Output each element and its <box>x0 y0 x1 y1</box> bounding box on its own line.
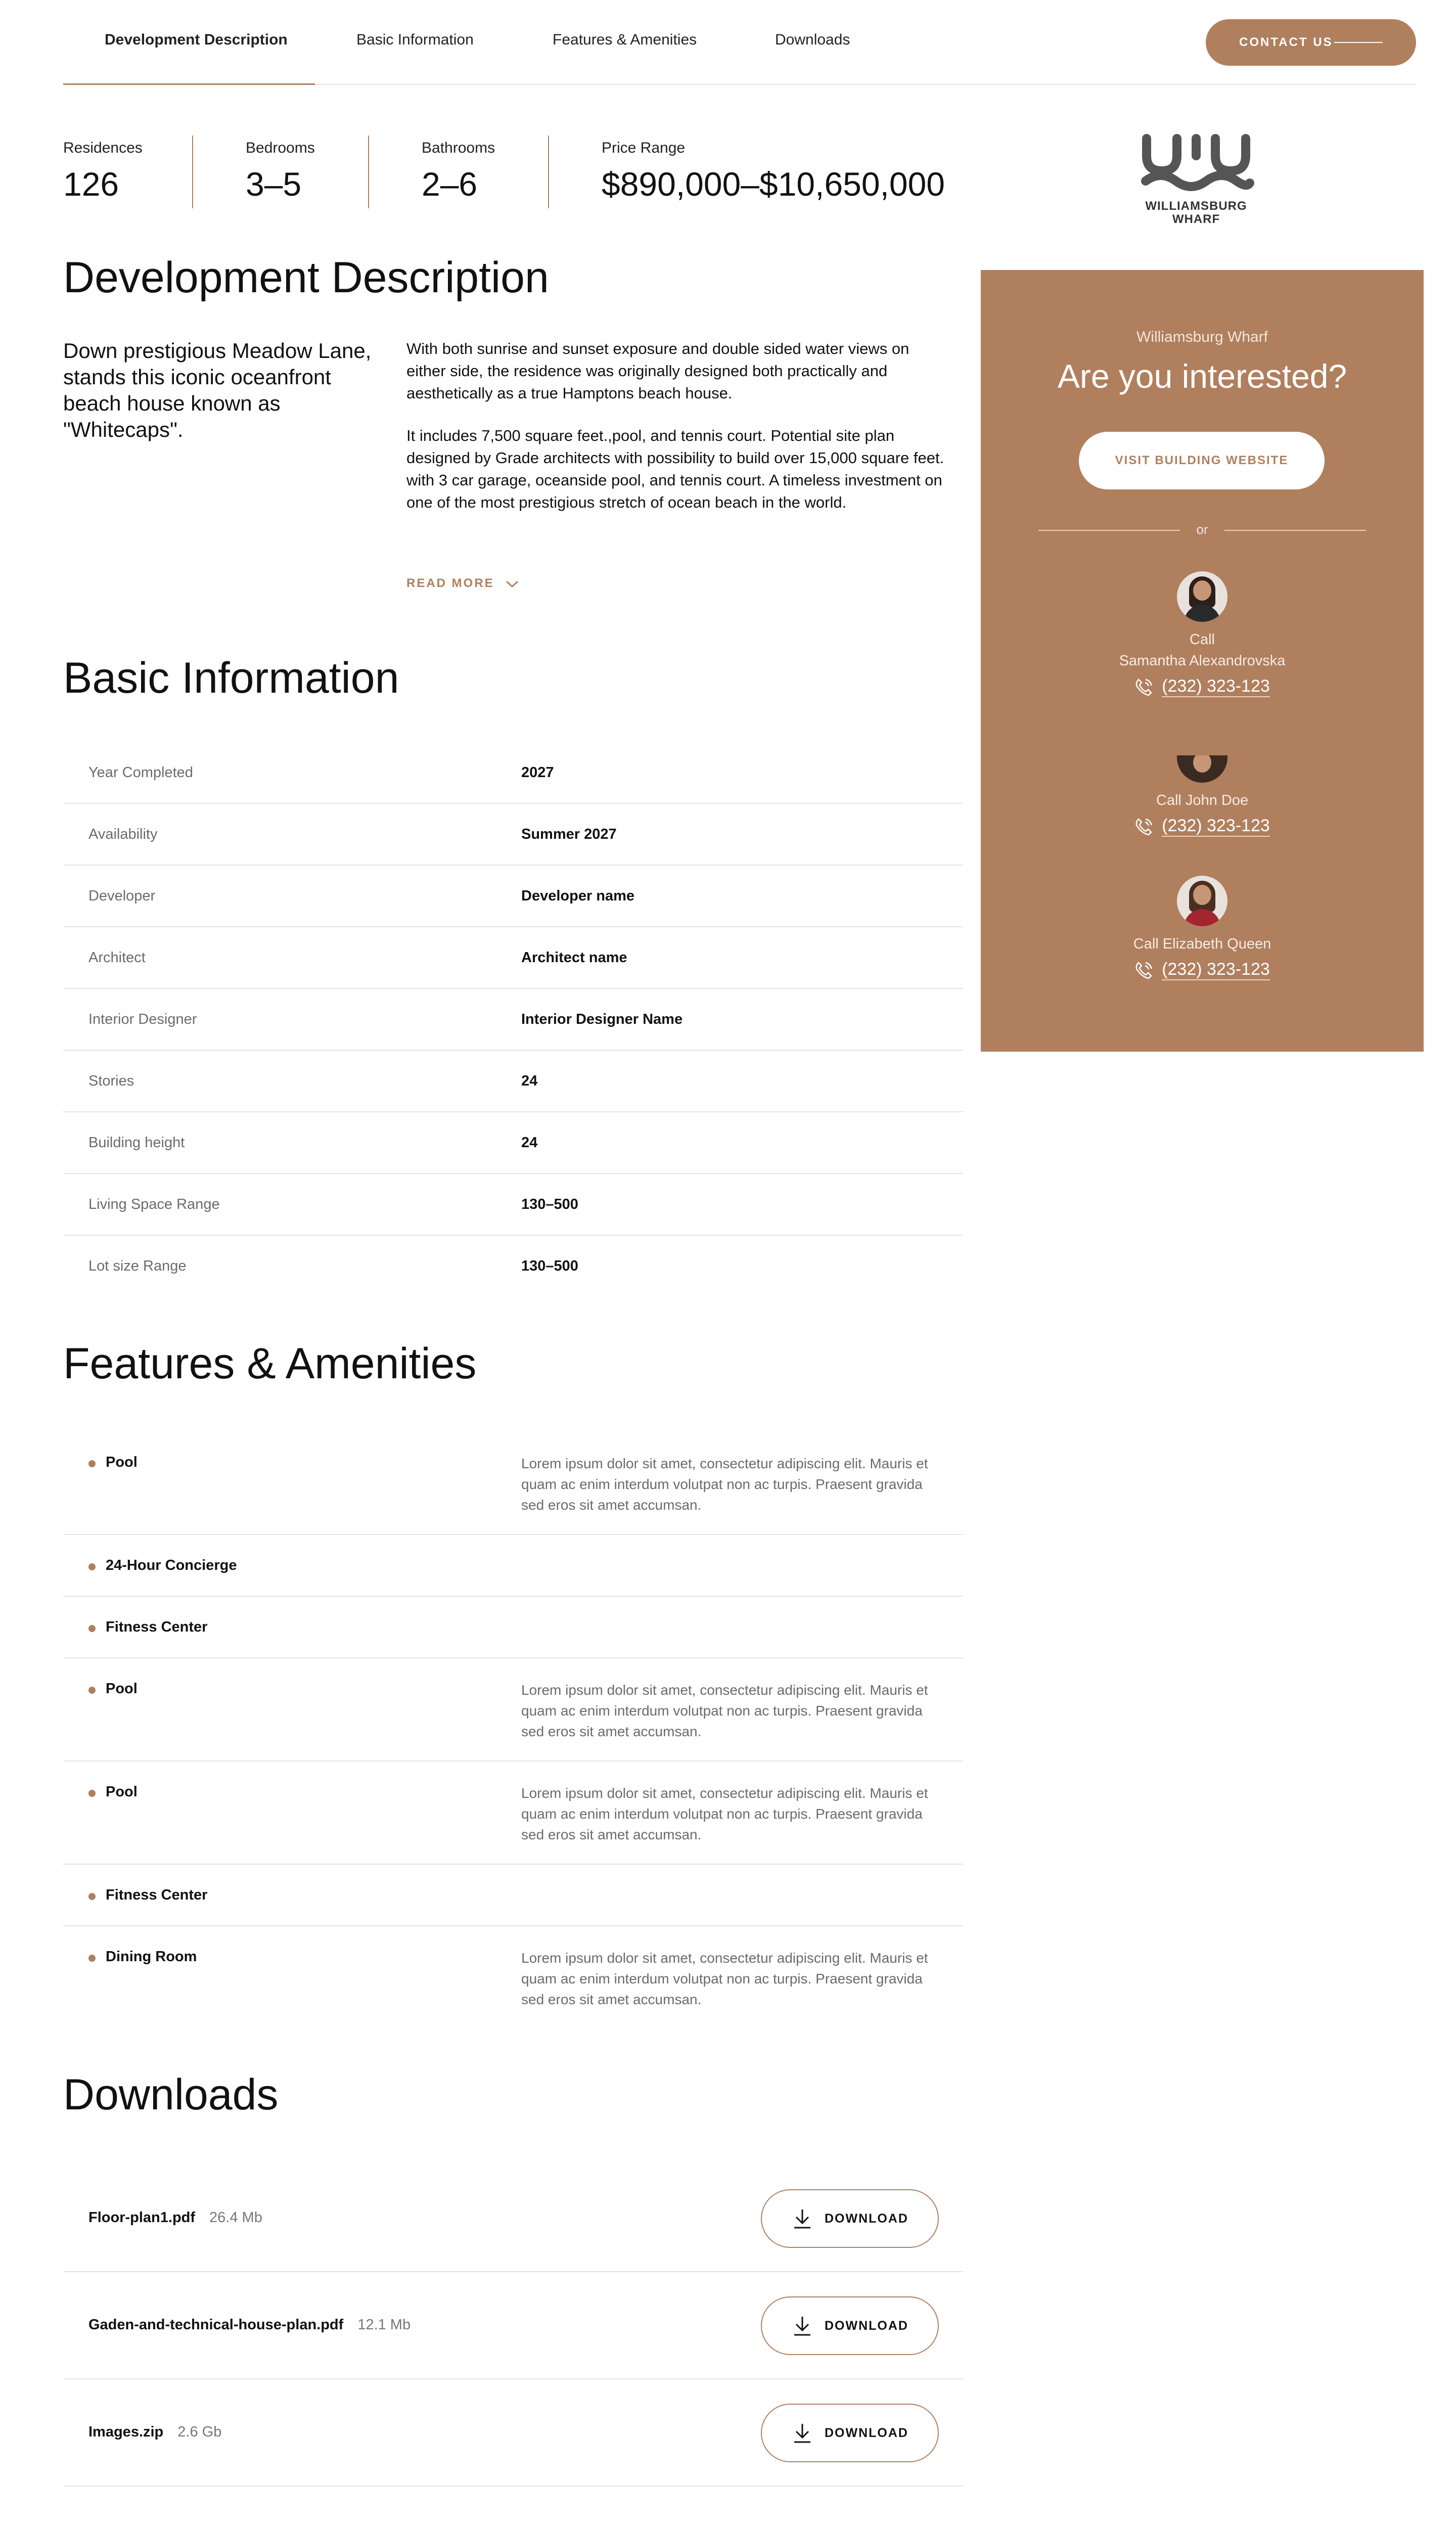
contact-us-button[interactable] <box>1206 19 1416 66</box>
download-button[interactable] <box>761 2296 939 2355</box>
download-icon <box>791 2422 813 2444</box>
feature-description: Lorem ipsum dolor sit amet, consectetur adipiscing elit. Mauris et quam ac enim interdum volutpat non ac turpis. Praesent gravida sed eros sit amet accumsan. <box>521 1456 928 1513</box>
agent-call-label: Call John Doe <box>1156 792 1249 808</box>
stat-bedrooms <box>246 140 315 203</box>
section-nav <box>63 0 1416 85</box>
row-label: Availability <box>88 826 158 842</box>
feature-name: Fitness Center <box>106 1619 208 1635</box>
stat-value: $890,000–$10,650,000 <box>602 165 945 203</box>
row-label: Year Completed <box>88 764 193 781</box>
description-paragraph: With both sunrise and sunset exposure and double sided water views on either side, the residence was originally designed both practically and aesthetically as a true Hamptons beach house. <box>406 340 909 402</box>
table-row <box>63 866 963 927</box>
download-button[interactable] <box>761 2404 939 2462</box>
stat-residences <box>63 140 143 203</box>
bullet-dot-icon <box>88 1790 96 1797</box>
row-value: Architect name <box>521 950 627 966</box>
feature-name: Pool <box>106 1784 138 1800</box>
read-more-label: READ MORE <box>406 576 494 590</box>
arrow-line-icon <box>1334 42 1383 43</box>
file-name <box>88 2424 221 2441</box>
stat-value: 3–5 <box>246 165 302 203</box>
table-row <box>63 1051 963 1112</box>
stat-price-range <box>602 140 945 203</box>
row-value: Developer name <box>521 888 635 904</box>
interest-card <box>981 270 1424 1052</box>
williamsburg-wharf-logo <box>1135 132 1257 226</box>
stat-label: Bedrooms <box>246 140 315 156</box>
file-size: 26.4 Mb <box>209 2209 262 2226</box>
phone-icon <box>1134 678 1154 697</box>
chevron-down-icon <box>505 579 519 589</box>
read-more-link[interactable] <box>406 576 519 591</box>
download-button[interactable] <box>761 2189 939 2248</box>
stat-label: Bathrooms <box>422 140 495 156</box>
feature-description: Lorem ipsum dolor sit amet, consectetur adipiscing elit. Mauris et quam ac enim interdum volutpat non ac turpis. Praesent gravida sed eros sit amet accumsan. <box>521 1785 928 1842</box>
agent-contact <box>981 876 1424 980</box>
bullet-dot-icon <box>88 1687 96 1694</box>
row-label: Living Space Range <box>88 1196 220 1212</box>
row-value: Summer 2027 <box>521 826 617 842</box>
tab-downloads[interactable]: Downloads <box>775 31 850 48</box>
download-icon <box>791 2315 813 2337</box>
phone-number: (232) 323-123 <box>1162 816 1270 837</box>
feature-row <box>63 1535 963 1597</box>
download-row <box>63 2379 963 2487</box>
active-tab-indicator <box>63 83 315 85</box>
stat-divider <box>192 136 193 208</box>
agent-name: Samantha Alexandrovska <box>1119 653 1286 669</box>
download-row <box>63 2165 963 2272</box>
bullet-dot-icon <box>88 1563 96 1570</box>
logo-text-line2: WHARF <box>1172 212 1220 226</box>
feature-description: Lorem ipsum dolor sit amet, consectetur adipiscing elit. Mauris et quam ac enim interdum volutpat non ac turpis. Praesent gravida sed eros sit amet accumsan. <box>521 1950 928 2007</box>
feature-description: Lorem ipsum dolor sit amet, consectetur adipiscing elit. Mauris et quam ac enim interdum volutpat non ac turpis. Praesent gravida sed eros sit amet accumsan. <box>521 1682 928 1739</box>
stat-label: Price Range <box>602 140 686 156</box>
row-value: 24 <box>521 1073 538 1089</box>
feature-row <box>63 1762 963 1865</box>
wave-w-logo-icon <box>1135 132 1257 197</box>
feature-name: Dining Room <box>106 1949 197 1965</box>
interest-heading: Are you interested? <box>1057 357 1347 395</box>
download-label: DOWNLOAD <box>825 2318 908 2333</box>
feature-row <box>63 1926 963 2029</box>
table-row <box>63 742 963 804</box>
download-label: DOWNLOAD <box>825 2425 908 2440</box>
row-label: Interior Designer <box>88 1011 197 1027</box>
description-lead: Down prestigious Meadow Lane, stands this iconic oceanfront beach house known as "Whitecaps". <box>63 339 372 441</box>
agent-contact <box>981 755 1424 837</box>
feature-name: 24-Hour Concierge <box>106 1557 237 1573</box>
row-value: 130–500 <box>521 1258 578 1274</box>
row-value: 24 <box>521 1135 538 1151</box>
file-name <box>88 2209 262 2226</box>
agent-phone-link[interactable] <box>981 816 1424 837</box>
agent-phone-link[interactable] <box>981 676 1424 697</box>
visit-building-website-button[interactable]: VISIT BUILDING WEBSITE <box>1079 432 1325 489</box>
download-icon <box>791 2207 813 2230</box>
file-name-label: Images.zip <box>88 2424 164 2440</box>
agent-contact <box>981 571 1424 697</box>
phone-icon <box>1134 961 1154 980</box>
row-label: Building height <box>88 1135 185 1151</box>
row-label: Stories <box>88 1073 134 1089</box>
file-name-label: Floor-plan1.pdf <box>88 2209 196 2226</box>
stat-value: 2–6 <box>422 165 478 203</box>
row-label: Lot size Range <box>88 1258 187 1274</box>
table-row <box>63 804 963 866</box>
basic-information-title: Basic Information <box>63 654 399 702</box>
table-row <box>63 927 963 989</box>
feature-row <box>63 1865 963 1926</box>
stat-bathrooms <box>422 140 495 203</box>
phone-number: (232) 323-123 <box>1162 960 1270 980</box>
logo-text-line1: WILLIAMSBURG <box>1145 199 1247 213</box>
development-description-title: Development Description <box>63 253 549 302</box>
or-separator: or <box>1196 522 1208 537</box>
avatar <box>1177 755 1227 783</box>
row-value: Interior Designer Name <box>521 1011 683 1027</box>
download-label: DOWNLOAD <box>825 2211 908 2226</box>
file-name-label: Gaden-and-technical-house-plan.pdf <box>88 2317 344 2333</box>
bullet-dot-icon <box>88 1893 96 1900</box>
stat-divider <box>548 136 549 208</box>
bullet-dot-icon <box>88 1625 96 1632</box>
features-amenities-title: Features & Amenities <box>63 1339 477 1388</box>
file-name <box>88 2317 411 2333</box>
table-row <box>63 1236 963 1297</box>
contact-us-label: CONTACT US <box>1239 35 1333 49</box>
downloads-title: Downloads <box>63 2070 279 2119</box>
feature-name: Fitness Center <box>106 1887 208 1903</box>
stat-label: Residences <box>63 140 143 156</box>
stat-divider <box>368 136 369 208</box>
bullet-dot-icon <box>88 1460 96 1467</box>
feature-row <box>63 1597 963 1658</box>
row-label: Developer <box>88 888 156 904</box>
description-body <box>406 338 945 534</box>
file-size: 12.1 Mb <box>357 2317 411 2333</box>
feature-row <box>63 1658 963 1762</box>
agent-call-label: Call <box>1190 631 1215 648</box>
feature-name: Pool <box>106 1454 138 1470</box>
row-value: 130–500 <box>521 1196 578 1212</box>
tab-features-amenities[interactable]: Features & Amenities <box>553 31 697 48</box>
avatar <box>1177 876 1227 926</box>
tab-basic-information[interactable]: Basic Information <box>356 31 474 48</box>
agent-phone-link[interactable] <box>981 960 1424 980</box>
feature-name: Pool <box>106 1681 138 1697</box>
development-name: Williamsburg Wharf <box>1136 329 1268 345</box>
feature-row <box>63 1432 963 1535</box>
avatar <box>1177 571 1227 622</box>
table-row <box>63 989 963 1051</box>
row-label: Architect <box>88 950 146 966</box>
agent-call-label: Call Elizabeth Queen <box>1133 936 1271 952</box>
phone-number: (232) 323-123 <box>1162 676 1270 697</box>
divider <box>1224 530 1366 531</box>
phone-icon <box>1134 817 1154 836</box>
row-value: 2027 <box>521 764 554 781</box>
tab-development-description[interactable]: Development Description <box>105 31 288 48</box>
description-paragraph: It includes 7,500 square feet.,pool, and tennis court. Potential site plan designed by Grade architects with possibility to build over 15,000 square feet. with 3 car garage, oceanside pool, and tennis court. A timeless investment on one of the most prestigious stretch of ocean beach in the world. <box>406 427 944 511</box>
download-row <box>63 2272 963 2379</box>
stat-value: 126 <box>63 165 119 203</box>
bullet-dot-icon <box>88 1955 96 1962</box>
table-row <box>63 1174 963 1236</box>
file-size: 2.6 Gb <box>177 2424 222 2440</box>
table-row <box>63 1112 963 1174</box>
